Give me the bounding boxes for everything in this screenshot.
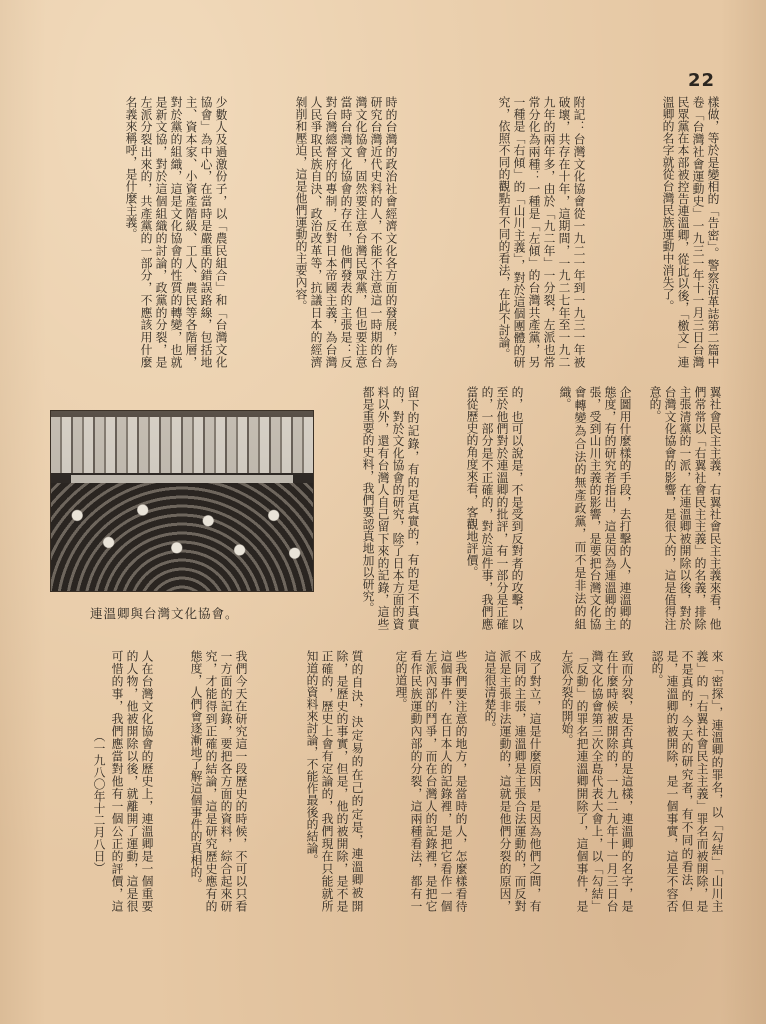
text-column-mid-b	[530, 386, 632, 630]
paragraph: 致而分裂，是否真的是這樣，連溫卿的名字，是在什麼時候被開除的，一九二九年十一月三日台灣文化協會第三次全島代表大會上，以「勾結」「反動」的罪名把連溫卿開除了，這個事件，是左派分裂的開始。	[560, 650, 634, 912]
paragraph: 成了對立，這是什麼原因，是因為他們之間，有不同的主張，連溫卿是主張合法運動的，而反對派是主張非法運動的，這就是他們分裂的原因，這是很清楚的。	[483, 650, 542, 912]
paragraph: 翼社會民主主義，右翼社會民主主義來看，他們常常以「右翼社會民主主義」的名義，排除主張清黨的一派，在連溫卿被開除以後，對於台灣文化協會的影響，是很大的，這是值得注意的。	[648, 386, 722, 630]
text-column-top-main	[598, 96, 720, 368]
paragraph: 時的台灣的政治社會經濟文化各方面的發展，作為研究台灣近代史料的人，不能不注意這一時期的台灣文化協會，固然要注意台灣民眾黨，但也要注意當時台灣文化協會的存在，他們發表的主張是：反對台灣總督府的專制，反對日本帝國主義，為台灣人民爭取民族自決、政治改革等，抗議日本的經濟剝削和壓迫，這是他們運動的主要內容。	[294, 96, 398, 368]
text-column-bottom-e	[254, 650, 364, 912]
text-column-bottom-g	[110, 650, 154, 912]
text-column-top-three	[236, 96, 398, 368]
text-column-top-four	[58, 96, 228, 368]
appendix-paragraph: 附記：台灣文化協會從一九二一年到一九三一年被破壞，共存在十年，這期間，一九二七年至一九二九年的兩年多，由於「九二年」一分裂，左派也常常分化為兩種：一種是「左傾」的台灣共產黨，另一種是「右傾」的「山川主義」，對於這個團體的研究，依照不同的觀點有不同的看法，在此不討論。	[497, 96, 586, 368]
paragraph: 我們今天在研究這一段歷史的時候，不可以只看一方面的記錄，要把各方面的資料，綜合起來研究，才能得到正確的結論，這是研究歷史應有的態度，人們會逐漸地了解這個事件的真相的。	[189, 650, 248, 912]
text-column-mid-d	[322, 386, 420, 630]
paragraph: 企圖用什麼樣的手段，去打擊的人，連溫卿的態度，有的研究者指出，這是因為連溫卿的主張，受到山川主義的影響，是要把台灣文化協會轉變為合法的無產政黨，而不是非法的組織。	[558, 386, 632, 630]
paragraph: 樣做，等於是變相的「告密」。警察沿革誌第二篇中卷「台灣社會運動史」一九三一年十一月三日台灣民眾黨在本部被控告連溫卿，從此以後，「檄文」連溫卿的名字就從台灣民族運動中消失了。	[661, 96, 720, 368]
paragraph: 少數人及過激份子，以「農民組合」和「台灣文化協會」為中心，在當時是嚴重的錯誤路線，包括地主、資本家、小資產階級、工人、農民等各階層，對於黨的組織，這是文化協會的性質的轉變，也就是新文協，對於這個組織的討論，政黨的分裂，是左派分裂出來的，共產黨的一部分，不應該用什麼名義來稱呼，是什麼主義。	[124, 96, 228, 368]
paragraph: 質的自決，決定易的在己的定是，連溫卿被開除，是歷史的事實，但是，他的被開除，是不是正確的，歷史上會有定論的，我們現在只能就所知道的資料來討論，不能作最後的結論。	[305, 650, 364, 912]
text-column-bottom-b	[548, 650, 634, 912]
paragraph: 留下的記錄，有的是真實的，有的是不真實的，對於文化協會的研究，除了日本方面的資料以外，還有台灣人自己留下來的記錄，這些都是重要的史料，我們要認真地加以研究。	[361, 386, 420, 630]
date-text: （一九八〇年十二月八日）	[92, 730, 106, 874]
photo-crowd	[51, 483, 313, 591]
page-number: 22	[688, 70, 716, 91]
text-column-bottom-f	[158, 650, 248, 912]
paragraph: 來「密探」，連溫卿的罪名，以「勾結」「山川主義」的「右翼社會民主主義」罪名而被開除，是不是真的，今天的研究者，有不同的看法，但是，連溫卿的被開除，是一個事實，這是不容否認的。	[650, 650, 724, 912]
paragraph: 些我們要注意的地方，是當時的人，怎麼樣看待這個事件，在日本人的記錄裡，是把它看作一個左派內部的鬥爭，而在台灣人的記錄裡，是把它看作民族運動內部的分裂，這兩種看法，都有一定的道理。	[394, 650, 468, 912]
paragraph: 人在台灣文化協會的歷史上，連溫卿是一個重要的人物，他被開除以後，就離開了運動，這是很可惜的事，我們應當對他有一個公正的評價，這	[110, 650, 154, 912]
photo-banner	[51, 417, 313, 473]
text-column-bottom-a	[640, 650, 724, 912]
text-column-bottom-d	[370, 650, 468, 912]
date-line	[88, 730, 106, 920]
text-column-mid-c	[426, 386, 524, 630]
text-column-mid-a	[640, 386, 722, 630]
text-column-top-appendix	[406, 96, 586, 368]
meeting-photo	[50, 410, 314, 592]
photo-caption: 連溫卿與台灣文化協會。	[90, 606, 239, 621]
paragraph: 的，也可以說是，不是受到反對者的攻擊，以至於他們對於連溫卿的批評，有一部分是正確的，一部分是不正確的，對於這件事，我們應當從歷史的角度來看，客觀地評價。	[465, 386, 524, 630]
text-column-bottom-c	[474, 650, 542, 912]
